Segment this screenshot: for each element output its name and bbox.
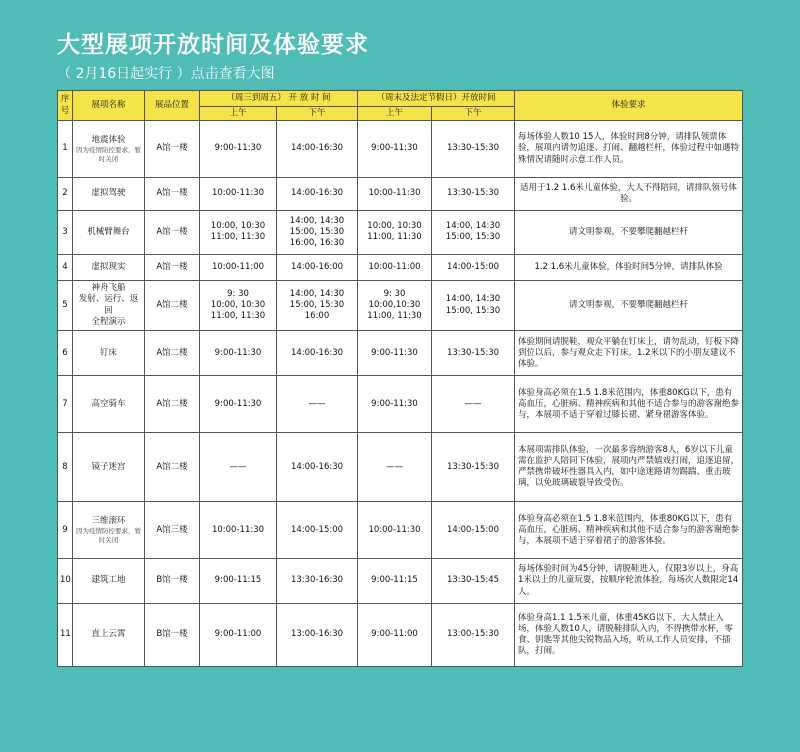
cell-weekday-pm xyxy=(277,331,358,376)
cell-location-text: A馆一楼 xyxy=(156,143,188,154)
cell-holiday-am xyxy=(358,121,432,178)
cell-holiday-am xyxy=(358,255,432,280)
cell-name-text: 直上云霄 xyxy=(91,629,126,640)
table-row xyxy=(58,121,743,178)
cell-holiday-am xyxy=(358,331,432,376)
cell-holiday-pm xyxy=(432,121,515,178)
cell-name xyxy=(73,121,145,178)
cell-requirement xyxy=(515,603,743,666)
cell-holiday-pm-text: 13:30-15:30 xyxy=(446,461,500,472)
cell-holiday-am-text: 9:00-11:30 xyxy=(371,347,418,358)
table-row xyxy=(58,559,743,604)
cell-location xyxy=(145,177,200,210)
cell-holiday-pm-text: —— xyxy=(464,398,482,409)
cell-name-text: 三维滚环 xyxy=(91,516,126,527)
cell-holiday-am xyxy=(358,559,432,604)
cell-holiday-am xyxy=(358,376,432,433)
cell-name xyxy=(73,502,145,559)
cell-weekday-pm-text: 14:00-16:30 xyxy=(290,143,344,154)
cell-holiday-am xyxy=(358,433,432,502)
cell-name-text: 镜子迷宫 xyxy=(91,461,126,472)
cell-weekday-am-text: 10:00, 10:30 11:00, 11:30 xyxy=(210,221,266,243)
header-holiday: （周末及法定节假日）开放时间 xyxy=(358,91,515,107)
cell-holiday-pm xyxy=(432,502,515,559)
cell-requirement-text: 适用于1.2 1.6米儿童体验，大人不得陪同，请排队领号体验。 xyxy=(520,182,737,204)
cell-name-text: 钉床 xyxy=(99,347,117,358)
cell-no xyxy=(58,177,73,210)
cell-weekday-am xyxy=(200,331,277,376)
cell-weekday-pm-text: 13:30-16:30 xyxy=(290,575,344,586)
cell-holiday-am xyxy=(358,603,432,666)
cell-weekday-am-text: 9:00-11:15 xyxy=(214,575,262,586)
cell-holiday-pm-text: 14:00-15:00 xyxy=(446,261,500,272)
header-holiday-am: 上午 xyxy=(358,107,432,121)
cell-weekday-pm xyxy=(277,559,358,604)
cell-requirement xyxy=(515,331,743,376)
cell-location-text: A馆二楼 xyxy=(156,461,188,472)
cell-holiday-am-text: 9:00-11:30 xyxy=(371,398,418,409)
cell-no xyxy=(58,502,73,559)
cell-name xyxy=(73,255,145,280)
cell-holiday-pm xyxy=(432,376,515,433)
cell-name-text: 地震体验 xyxy=(91,135,126,146)
header-weekday-am: 上午 xyxy=(200,107,277,121)
cell-location-text: B馆一楼 xyxy=(156,575,188,586)
cell-holiday-am-text: 10:00, 10:30 11:00, 11:30 xyxy=(367,221,422,243)
cell-holiday-am-text: 10:00-11:30 xyxy=(368,524,421,535)
header-requirement: 体验要求 xyxy=(515,91,743,121)
header-holiday-pm: 下午 xyxy=(432,107,515,121)
cell-location xyxy=(145,376,200,433)
cell-weekday-pm-text: 14:00-16:00 xyxy=(290,261,344,272)
cell-no-text: 11 xyxy=(60,629,71,640)
table-row xyxy=(58,177,743,210)
cell-no xyxy=(58,603,73,666)
cell-weekday-pm-text: 14:00-16:30 xyxy=(290,461,344,472)
cell-name-text: 虚拟驾驶 xyxy=(91,188,126,199)
cell-holiday-am-text: 10:00-11:00 xyxy=(368,261,421,272)
cell-location xyxy=(145,255,200,280)
cell-weekday-pm xyxy=(277,603,358,666)
cell-holiday-pm xyxy=(432,255,515,280)
cell-weekday-pm-text: 14:00-16:30 xyxy=(290,347,344,358)
cell-requirement-text: 本展项需排队体验，一次最多容纳游客8人，6岁以下儿童需在监护人陪同下体验，展项内严禁嬉戏打闹，追逐追留，严禁携带破坏性器具入内，如中途迷路请勿踢踹、重击玻璃，以免玻璃破裂导致受伤。 xyxy=(518,445,740,489)
cell-weekday-am-text: 10:00-11:00 xyxy=(211,261,265,272)
cell-weekday-am xyxy=(200,559,277,604)
cell-weekday-am xyxy=(200,255,277,280)
cell-weekday-am-text: 10:00-11:30 xyxy=(211,188,265,199)
cell-no-text: 8 xyxy=(62,461,68,472)
cell-weekday-am xyxy=(200,280,277,331)
page-title: 大型展项开放时间及体验要求 xyxy=(57,32,369,58)
cell-location-text: B馆一楼 xyxy=(156,629,188,640)
cell-requirement-text: 请文明参观，不要攀爬翻越栏杆 xyxy=(569,300,689,311)
cell-holiday-pm-text: 13:30-15:30 xyxy=(446,143,500,154)
cell-name-text: 机械臂舞台 xyxy=(87,226,130,237)
closure-note: 因为疫情防控要求，暂时关闭 xyxy=(76,146,141,163)
cell-name xyxy=(73,331,145,376)
header-name: 展项名称 xyxy=(73,91,145,121)
cell-location xyxy=(145,331,200,376)
cell-no xyxy=(58,331,73,376)
cell-requirement xyxy=(515,210,743,255)
cell-name-text: 虚拟现实 xyxy=(91,261,126,272)
cell-location-text: A馆一楼 xyxy=(156,188,188,199)
cell-name xyxy=(73,559,145,604)
cell-no xyxy=(58,255,73,280)
table-row xyxy=(58,331,743,376)
cell-requirement xyxy=(515,177,743,210)
cell-holiday-am-text: 9:00-11:30 xyxy=(371,143,418,154)
cell-name-text: 建筑工地 xyxy=(91,575,126,586)
cell-name xyxy=(73,433,145,502)
cell-weekday-pm xyxy=(277,280,358,331)
cell-holiday-am xyxy=(358,502,432,559)
cell-holiday-pm xyxy=(432,177,515,210)
cell-location xyxy=(145,280,200,331)
cell-holiday-pm xyxy=(432,559,515,604)
table-row xyxy=(58,376,743,433)
cell-holiday-pm-text: 13:30-15:30 xyxy=(446,347,500,358)
cell-holiday-pm xyxy=(432,433,515,502)
header-location: 展品位置 xyxy=(145,91,200,121)
cell-location-text: A馆三楼 xyxy=(156,524,188,535)
table-row xyxy=(58,210,743,255)
cell-weekday-am-text: —— xyxy=(229,461,247,472)
cell-requirement xyxy=(515,502,743,559)
cell-location xyxy=(145,502,200,559)
cell-weekday-pm-text: 14:00-15:00 xyxy=(290,524,344,535)
cell-location-text: A馆二楼 xyxy=(156,398,188,409)
cell-weekday-am-text: 9:00-11:30 xyxy=(214,347,262,358)
cell-weekday-pm-text: 14:00, 14:30 15:00, 15:30 16:00 xyxy=(289,288,345,322)
cell-holiday-am-text: 9:00-11:15 xyxy=(371,575,418,586)
cell-no xyxy=(58,280,73,331)
cell-requirement-text: 体验身高必须在1.5 1.8米范围内，体重80KG以下，患有高血压，心脏病、精神疾病和其他不适合参与的游客谢绝参与，本展项不适于穿着裙子的游客体验。 xyxy=(518,513,740,546)
cell-weekday-pm xyxy=(277,177,358,210)
cell-weekday-pm xyxy=(277,255,358,280)
cell-holiday-pm xyxy=(432,603,515,666)
cell-no-text: 10 xyxy=(60,575,71,586)
cell-holiday-pm-text: 13:30-15:45 xyxy=(446,575,500,586)
cell-location-text: A馆二楼 xyxy=(156,347,188,358)
cell-holiday-am-text: —— xyxy=(386,461,403,472)
cell-name xyxy=(73,280,145,331)
cell-weekday-am-text: 9: 30 10:00, 10:30 11:00, 11:30 xyxy=(210,288,266,322)
table-row xyxy=(58,280,743,331)
cell-weekday-am xyxy=(200,376,277,433)
cell-weekday-pm xyxy=(277,376,358,433)
cell-no xyxy=(58,121,73,178)
subtitle-link[interactable]: （ 2月16日起实行 ）点击查看大图 xyxy=(57,66,275,82)
table-row xyxy=(58,433,743,502)
header-seq: 序号 xyxy=(58,91,73,121)
cell-location-text: A馆一楼 xyxy=(156,261,188,272)
cell-holiday-pm-text: 14:00-15:00 xyxy=(446,524,500,535)
cell-requirement xyxy=(515,280,743,331)
cell-weekday-pm xyxy=(277,121,358,178)
cell-holiday-pm-text: 14:00, 14:30 15:00, 15:30 xyxy=(445,221,501,243)
cell-no xyxy=(58,559,73,604)
cell-weekday-pm-text: 13:00-16:30 xyxy=(290,629,344,640)
cell-no xyxy=(58,376,73,433)
cell-holiday-am-text: 9: 30 10:00,10:30 11:00, 11:30 xyxy=(367,288,422,322)
cell-holiday-pm-text: 13:00-15:30 xyxy=(446,629,500,640)
cell-requirement-text: 1.2 1.6米儿童体验，体验时间5分钟，请排队体验 xyxy=(534,261,723,272)
cell-requirement xyxy=(515,559,743,604)
cell-weekday-pm-text: —— xyxy=(308,398,326,409)
cell-requirement-text: 体验期间请脱鞋，观众平躺在钉床上，请勿乱动，钉板下降到位以后，参与观众走下钉床。1.2米以下的小朋友建议不体验。 xyxy=(518,336,740,369)
cell-no-text: 9 xyxy=(62,524,68,535)
cell-requirement xyxy=(515,376,743,433)
cell-holiday-pm xyxy=(432,210,515,255)
cell-no-text: 5 xyxy=(62,300,68,311)
cell-holiday-am-text: 9:00-11:00 xyxy=(371,629,418,640)
cell-weekday-am xyxy=(200,603,277,666)
cell-weekday-pm xyxy=(277,502,358,559)
cell-requirement xyxy=(515,433,743,502)
cell-weekday-am-text: 10:00-11:30 xyxy=(211,524,265,535)
cell-no-text: 7 xyxy=(62,398,68,409)
cell-no-text: 4 xyxy=(62,261,68,272)
cell-weekday-am xyxy=(200,433,277,502)
table-row xyxy=(58,502,743,559)
cell-name xyxy=(73,177,145,210)
cell-weekday-am xyxy=(200,177,277,210)
cell-location-text: A馆一楼 xyxy=(156,226,188,237)
cell-weekday-pm xyxy=(277,210,358,255)
cell-weekday-am-text: 9:00-11:00 xyxy=(214,629,262,640)
cell-no-text: 3 xyxy=(62,226,68,237)
table-row xyxy=(58,603,743,666)
cell-weekday-pm-text: 14:00-16:30 xyxy=(290,188,344,199)
schedule-table-body xyxy=(58,121,743,667)
cell-weekday-am-text: 9:00-11:30 xyxy=(214,398,262,409)
cell-weekday-pm-text: 14:00, 14:30 15:00, 15:30 16:00, 16:30 xyxy=(289,215,345,248)
cell-requirement-text: 每场体验人数10 15人，体验时间8分钟，请排队领票体验，展项内请勿追逐、打闹、翻越栏杆，体验过程中如遇特殊情况请随时示意工作人员。 xyxy=(518,132,740,165)
cell-weekday-am xyxy=(200,210,277,255)
cell-holiday-pm-text: 13:30-15:30 xyxy=(446,188,500,199)
cell-holiday-am xyxy=(358,210,432,255)
cell-requirement xyxy=(515,121,743,178)
cell-holiday-pm xyxy=(432,280,515,331)
cell-requirement-text: 请文明参观，不要攀爬翻越栏杆 xyxy=(569,226,689,237)
cell-no-text: 1 xyxy=(62,143,68,154)
cell-location-text: A馆二楼 xyxy=(156,300,188,311)
cell-name xyxy=(73,376,145,433)
cell-requirement-text: 体验身高1.1 1.5米儿童，体重45KG以下，大人禁止入场，体验人数10人，请脱鞋排队入内，不得携带水杯，零食、钥匙等其他尖锐物品入场，听从工作人员安排，不插队，打闹。 xyxy=(518,612,733,656)
cell-weekday-pm xyxy=(277,433,358,502)
cell-location xyxy=(145,433,200,502)
schedule-table-container xyxy=(57,90,742,667)
cell-holiday-am xyxy=(358,280,432,331)
cell-no xyxy=(58,210,73,255)
cell-no-text: 6 xyxy=(62,347,68,358)
cell-holiday-pm xyxy=(432,331,515,376)
cell-location xyxy=(145,121,200,178)
cell-location xyxy=(145,603,200,666)
cell-name-text: 高空骑车 xyxy=(91,398,126,409)
cell-location xyxy=(145,210,200,255)
cell-name-text: 神舟飞船 发射、运行、返回 全程演示 xyxy=(78,283,139,327)
cell-location xyxy=(145,559,200,604)
header-weekday-pm: 下午 xyxy=(277,107,358,121)
header-weekday: （周三到周五） 开 放 时 间 xyxy=(200,91,358,107)
cell-weekday-am xyxy=(200,502,277,559)
cell-requirement xyxy=(515,255,743,280)
cell-holiday-am xyxy=(358,177,432,210)
cell-name xyxy=(73,210,145,255)
cell-weekday-am-text: 9:00-11:30 xyxy=(214,143,262,154)
cell-requirement-text: 体验身高必须在1.5 1.8米范围内，体重80KG以下，患有高血压，心脏病、精神疾病和其他不适合参与的游客谢绝参与，本展项不适于穿着过膝长裙、紧身裙游客体验。 xyxy=(518,387,740,420)
cell-holiday-am-text: 10:00-11:30 xyxy=(368,188,421,199)
table-row xyxy=(58,255,743,280)
cell-no-text: 2 xyxy=(62,188,68,199)
cell-no xyxy=(58,433,73,502)
cell-name xyxy=(73,603,145,666)
cell-holiday-pm-text: 14:00, 14:30 15:00, 15:30 xyxy=(445,294,501,316)
cell-requirement-text: 每场体验时间为45分钟，请脱鞋进入，仅限3岁以上，身高1米以上的儿童玩耍，按顺序轮流体验，每场次人数限定14人。 xyxy=(518,564,739,597)
closure-note: 因为疫情防控要求，暂时关闭 xyxy=(76,527,141,544)
schedule-table xyxy=(57,90,743,667)
cell-weekday-am xyxy=(200,121,277,178)
